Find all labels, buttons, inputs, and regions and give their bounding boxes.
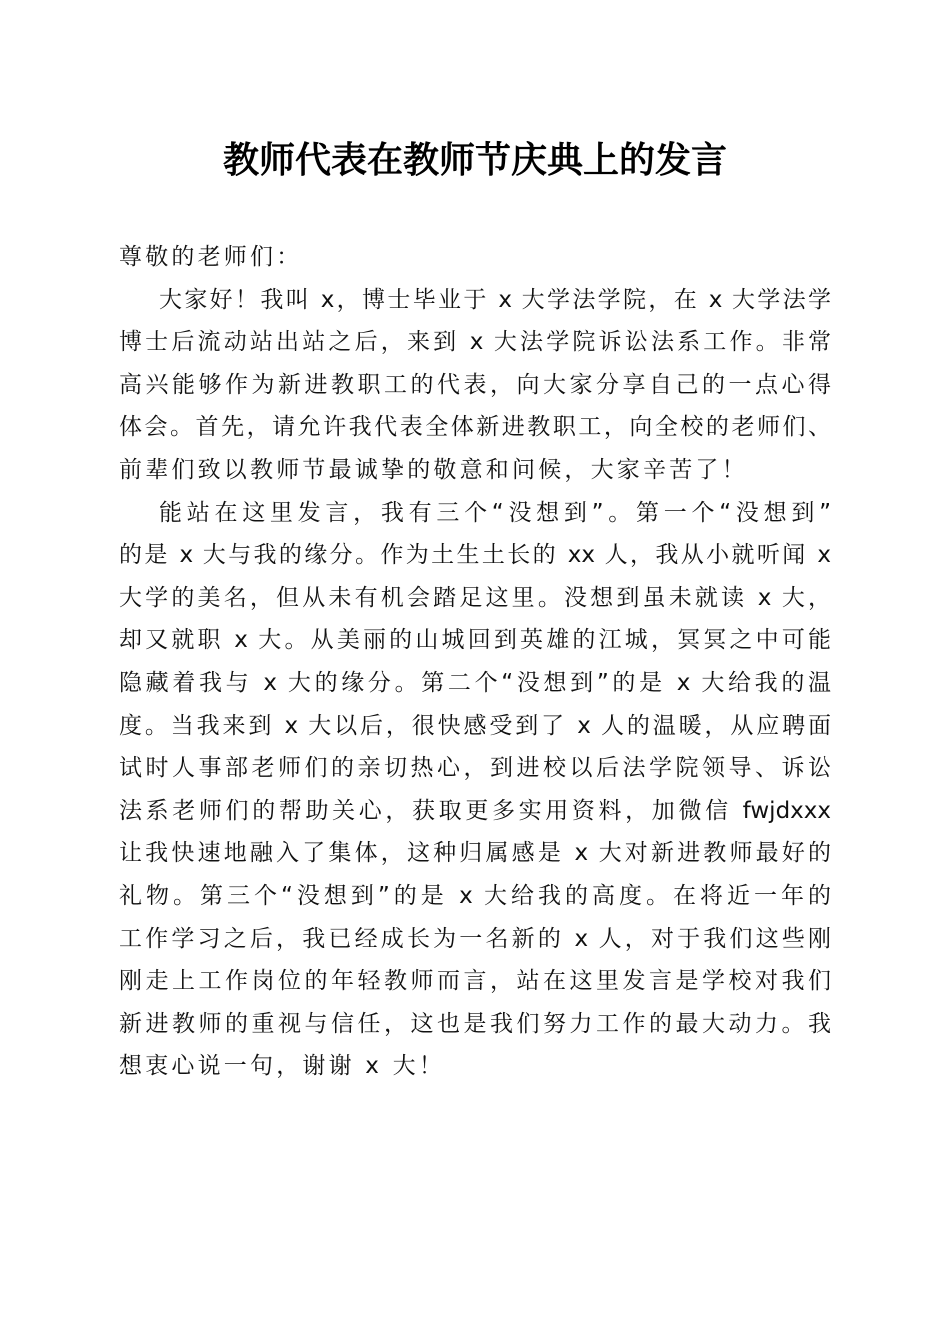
paragraph-line: 大家好！我叫 x，博士毕业于 x 大学法学院，在 x 大学法学 <box>159 286 831 313</box>
paragraph-line: 却又就职 x 大。从美丽的山城回到英雄的江城，冥冥之中可能 <box>119 627 831 654</box>
paragraph-line: 新进教师的重视与信任，这也是我们努力工作的最大动力。我 <box>119 1010 831 1037</box>
paragraph-2 <box>119 492 831 1088</box>
paragraph-line: 法系老师们的帮助关心，获取更多实用资料，加微信 fwjdxxx <box>119 797 831 824</box>
paragraph-line: 博士后流动站出站之后，来到 x 大法学院诉讼法系工作。非常 <box>119 329 831 356</box>
paragraph-line: 刚走上工作岗位的年轻教师而言，站在这里发言是学校对我们 <box>119 968 831 995</box>
paragraph-line: 让我快速地融入了集体，这种归属感是 x 大对新进教师最好的 <box>119 840 831 867</box>
paragraph-line: 隐藏着我与 x 大的缘分。第二个“没想到”的是 x 大给我的温 <box>119 669 831 696</box>
paragraph-line: 大学的美名，但从未有机会踏足这里。没想到虽未就读 x 大， <box>119 584 831 611</box>
paragraph-line: 试时人事部老师们的亲切热心，到进校以后法学院领导、诉讼 <box>119 755 831 782</box>
document-body <box>119 236 831 1088</box>
salutation: 尊敬的老师们： <box>119 244 303 270</box>
paragraph-line: 能站在这里发言，我有三个“没想到”。第一个“没想到” <box>159 499 831 526</box>
paragraph-line: 度。当我来到 x 大以后，很快感受到了 x 人的温暖，从应聘面 <box>119 712 831 739</box>
paragraph-line: 高兴能够作为新进教职工的代表，向大家分享自己的一点心得 <box>119 371 831 398</box>
paragraph-line: 体会。首先，请允许我代表全体新进教职工，向全校的老师们、 <box>119 414 831 441</box>
paragraph-1 <box>119 279 831 492</box>
paragraph-line: 礼物。第三个“没想到”的是 x 大给我的高度。在将近一年的 <box>119 882 831 909</box>
paragraph-line: 前辈们致以教师节最诚挚的敬意和问候，大家辛苦了！ <box>119 456 748 483</box>
paragraph-line: 的是 x 大与我的缘分。作为土生土长的 xx 人，我从小就听闻 x <box>119 542 831 569</box>
paragraph-line: 想衷心说一句，谢谢 x 大！ <box>119 1053 446 1080</box>
paragraph-line: 工作学习之后，我已经成长为一名新的 x 人，对于我们这些刚 <box>119 925 831 952</box>
document-title: 教师代表在教师节庆典上的发言 <box>222 139 727 181</box>
